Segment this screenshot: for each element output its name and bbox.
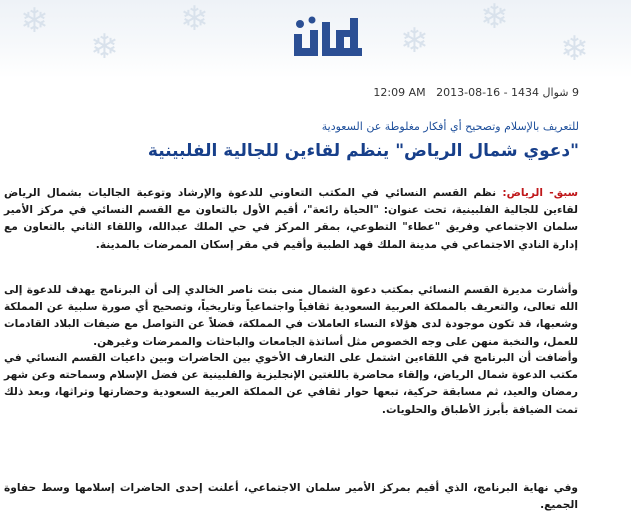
date-separator: - [500,86,512,99]
article-paragraph-2: وأشارت مديرة القسم النسائي بمكتب دعوة الشمال منى بنت ناصر الخالدي إلى أن البرنامج يهدف للدعوة إلى الله تعالى، والتعريف بالمملكة العربية السعودية ثقافياً واجتماعياً وتاريخياً، وتصحيح أي صورة سلبية عن المملكة وشعبها، قد تكون موجودة لدى هؤلاء النساء العاملات في المملكة، فضلاً عن التواصل مع ضيفات البلاد القادمات للعمل، والنخبة منهن على وجه الخصوص مثل أساتذة الجامعات والباحثات والممرضات وغيرهن. [4,284,578,348]
article-headline: "دعوي شمال الرياض" ينظم لقاءين للجالية الفلبينية [147,141,579,161]
gregorian-date: 16-08-2013 [436,86,501,99]
snowflake-decoration-icon: ❄ [480,0,509,37]
paragraph-text: نظم القسم النسائي في المكتب التعاوني للدعوة والإرشاد وتوعية الجاليات بشمال الرياض لقاءين للجالية الفلبينية، تحت عنوان: "الحياة رائعة"، أقيم الأول بالتعاون مع القسم النسائي في مركز الأمير سلمان الاجتماعي وفريق "عطاء" التطوعي، بمقر المركز في حي الملك عبدالله، واللقاء الثاني بالتعاون مع إدارة النادي الاجتماعي في مدينة الملك فهد الطبية وأقيم في مقر إسكان الممرضات بالمدينة. [4,187,578,251]
article-dateline [373,86,579,99]
article-paragraph-4: وفي نهاية البرنامج، الذي أقيم بمركز الأمير سلمان الاجتماعي، أعلنت إحدى الحاضرات إسلامها وسط حفاوة الجميع. [4,482,578,512]
publish-time: 12:09 AM [373,86,426,99]
article-paragraph-1 [4,185,578,254]
sabq-logo[interactable] [288,8,368,68]
snowflake-decoration-icon: ❄ [20,1,49,41]
snowflake-decoration-icon: ❄ [560,29,589,69]
snowflake-decoration-icon: ❄ [90,27,119,67]
site-header [0,0,631,78]
article-paragraph-3: وأضافت أن البرنامج في اللقاءين اشتمل على التعارف الأخوي بين الحاضرات وبين داعيات القسم النسائي في مكتب الدعوة شمال الرياض، وإلقاء محاضرة باللغتين الإنجليزية والفلبينية عن فضل الإسلام وسماحته وعن شهر رمضان والعيد، ثم مسابقة حركية، تبعها حوار ثقافي عن المملكة العربية السعودية وحضارتها وتراثها، وبعد ذلك تمت الضيافة بأبرز الأطباق والحلويات. [4,352,578,416]
snowflake-decoration-icon: ❄ [180,0,209,39]
source-label: سبق- الرياض: [502,187,578,199]
article-subtitle: للتعريف بالإسلام وتصحيح أي أفكار مغلوطة عن السعودية [321,120,579,133]
hijri-date: 9 شوال 1434 [511,86,579,99]
snowflake-decoration-icon: ❄ [400,21,429,61]
